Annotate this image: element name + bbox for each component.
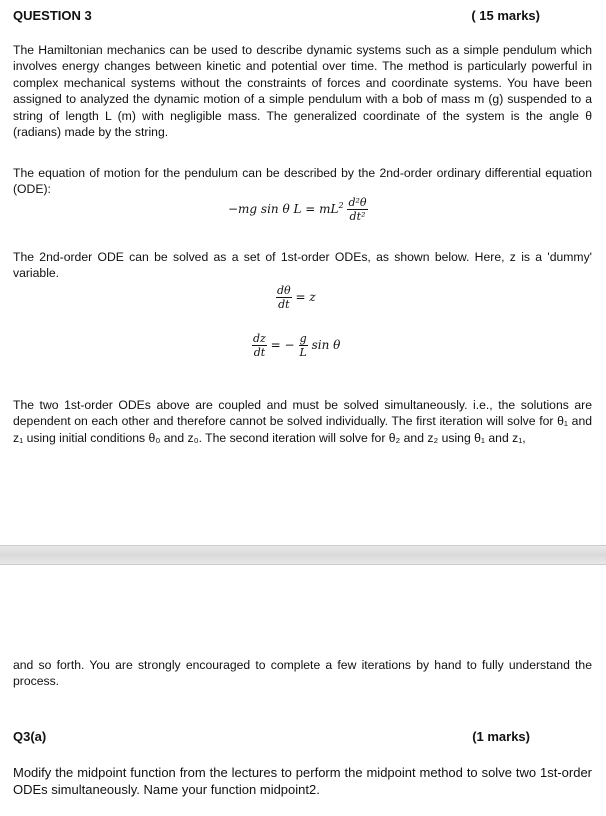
eq2-num: dz	[253, 332, 266, 345]
subquestion-label: Q3(a)	[13, 729, 47, 744]
first-order-eq-1	[276, 284, 316, 311]
question-header	[13, 8, 540, 24]
split-paragraph: The 2nd-order ODE can be solved as a set of 1st-order ODEs, as shown below. Here, z is a 'dummy' variable.	[13, 250, 592, 281]
eq1-den: dt	[278, 298, 290, 311]
task-paragraph: Modify the midpoint function from the lectures to perform the midpoint method to solve two 1st-order ODEs simultaneously. Name your function midpoint2.	[13, 765, 592, 797]
eq2-mid: = −	[270, 338, 295, 352]
equation-intro: The equation of motion for the pendulum can be described by the 2nd-order ordinary differential equation (ODE):	[13, 166, 592, 197]
eq2-L: L	[299, 346, 307, 359]
eq1-rhs: = z	[295, 290, 316, 304]
eq2-den: dt	[253, 346, 266, 359]
ode-frac-den: dt²	[349, 210, 366, 223]
first-order-eq-2	[252, 332, 340, 359]
ode-lhs: −mg sin θ L = mL	[228, 202, 339, 216]
question-title: QUESTION 3	[13, 8, 92, 23]
eq2-g: g	[299, 332, 307, 345]
coupled-paragraph: The two 1st-order ODEs above are coupled and must be solved simultaneously. i.e., the solutions are dependent on each other and therefore cannot be solved individually. The first iteration will solve for θ₁ and z₁ using initial conditions θ₀ and z₀. The second iteration will solve for θ₂ and z₂ using θ₁ and z₁,	[13, 398, 592, 445]
subquestion-marks: (1 marks)	[472, 729, 530, 744]
intro-paragraph: The Hamiltonian mechanics can be used to describe dynamic systems such as a simple pendulum which involves energy changes between kinetic and potential over time. The method is particularly powerful in complex mechanical systems without the constraints of forces and coordinate systems. You have been assigned to analyzed the dynamic motion of a simple pendulum with a bob of mass m (g) suspended to a string of length L (m) with negligible mass. The generalized coordinate of the system is the angle θ (radians) made by the string.	[13, 43, 592, 140]
page-break-divider	[0, 545, 606, 565]
ode-frac-num: d²θ	[348, 196, 367, 209]
ode-equation: −mg sin θ $L = mL^2$ $\frac{\text{d²θ}}{\text{dt²}}$	[228, 196, 367, 223]
subquestion-header	[13, 729, 530, 745]
continue-paragraph: and so forth. You are strongly encouraged to complete a few iterations by hand to fully understand the process.	[13, 658, 592, 689]
eq2-rhs: sin θ	[311, 338, 341, 352]
eq1-num: dθ	[277, 284, 291, 297]
question-marks: ( 15 marks)	[471, 8, 540, 23]
